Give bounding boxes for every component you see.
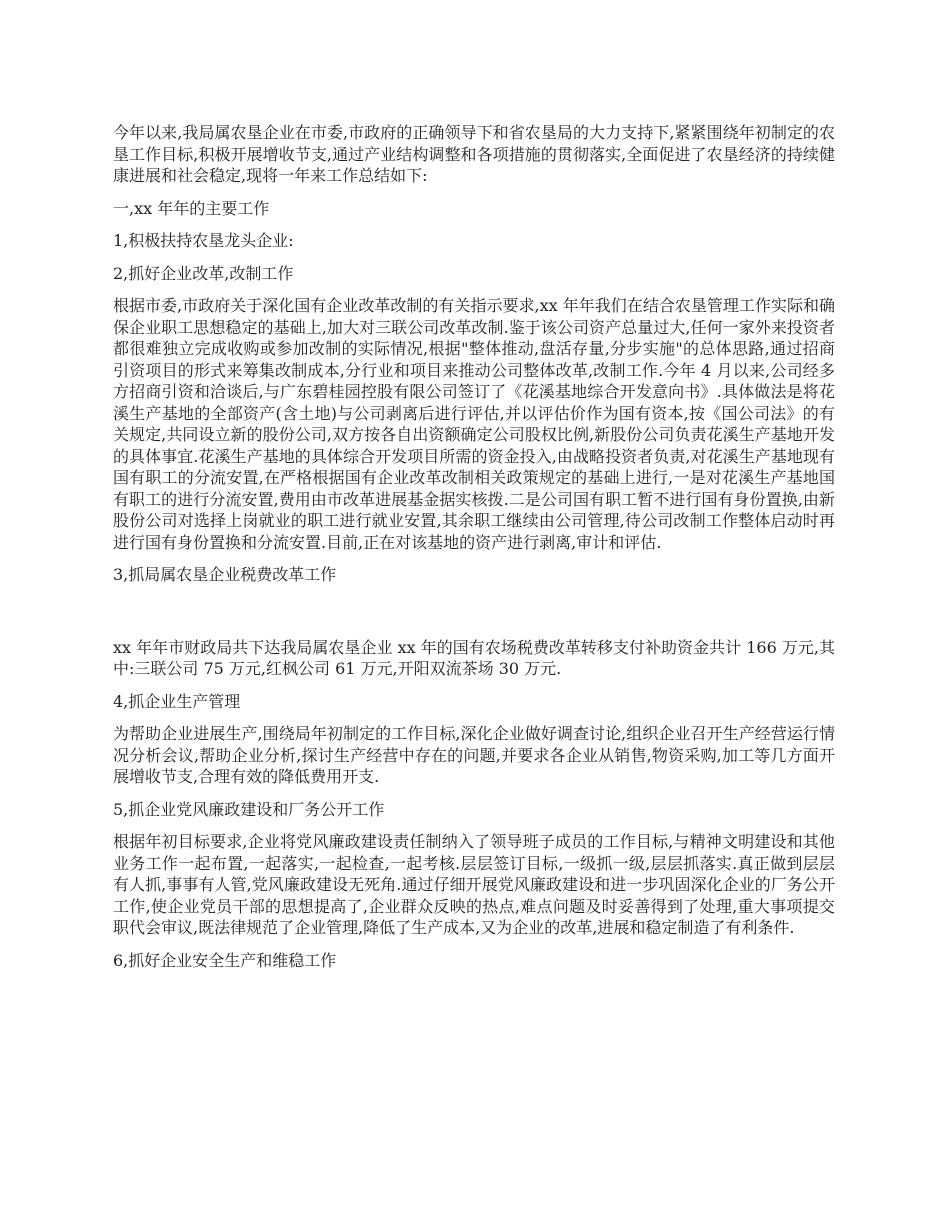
blank-gap: [113, 597, 835, 637]
item-heading-1: 1,积极扶持农垦龙头企业:: [113, 231, 294, 250]
document-page: [113, 122, 835, 982]
item-heading-6: 6,抓好企业安全生产和维稳工作: [113, 950, 337, 970]
item-heading-2: 2,抓好企业改革,改制工作: [113, 263, 294, 283]
section-heading-main-work: 一,xx 年年的主要工作: [113, 198, 270, 218]
item-body-2: 根据市委,市政府关于深化国有企业改革改制的有关指示要求,xx 年年我们在结合农垦管理工作实际和确保企业职工思想稳定的基础上,加大对三联公司改革改制.鉴于该公司资产总量过大,任何一家外来投资者都很难独立完成收购或参加改制的实际情况,根据"整体推动,盘活存量,分步实施"的总体思路,通过招商引资项目的形式来筹集改制成本,分行业和项目来推动公司整体改革,改制工作.今年 4 月以来,公司经多方招商引资和洽谈后,与广东碧桂园控股有限公司签订了《花溪基地综合开发意向书》.具体做法是将花溪生产基地的全部资产(含土地)与公司剥离后进行评估,并以评估价作为国有资本,按《国公司法》的有关规定,共同设立新的股份公司,双方按各自出资额确定公司股权比例,新股份公司负责花溪生产基地开发的具体事宜.花溪生产基地的具体综合开发项目所需的资金投入,由战略投资者负责,对花溪生产基地现有国有职工的分流安置,在严格根据国有企业改革改制相关政策规定的基础上进行,一是对花溪生产基地国有职工的进行分流安置,费用由市改革进展基金据实核拨.二是公司国有职工暂不进行国有身份置换,由新股份公司对选择上岗就业的职工进行就业安置,其余职工继续由公司管理,待公司改制工作整体启动时再进行国有身份置换和分流安置.目前,正在对该基地的资产进行剥离,审计和评估.: [113, 296, 835, 552]
item-body-3: xx 年年市财政局共下达我局属农垦企业 xx 年的国有农场税费改革转移支付补助资金共计 166 万元,其中:三联公司 75 万元,红枫公司 61 万元,开阳双流茶场 30 万元.: [113, 637, 835, 678]
item-body-5: 根据年初目标要求,企业将党风廉政建设责任制纳入了领导班子成员的工作目标,与精神文明建设和其他业务工作一起布置,一起落实,一起检查,一起考核.层层签订目标,一级抓一级,层层抓落实.真正做到层层有人抓,事事有人管,党风廉政建设无死角.通过仔细开展党风廉政建设和进一步巩固深化企业的厂务公开工作,使企业党员干部的思想提高了,企业群众反映的热点,难点问题及时妥善得到了处理,重大事项提交职代会审议,既法律规范了企业管理,降低了生产成本,又为企业的改革,进展和稳定制造了有利条件.: [113, 832, 835, 937]
item-heading-3: 3,抓局属农垦企业税费改革工作: [113, 565, 337, 584]
item-heading-5: 5,抓企业党风廉政建设和厂务公开工作: [113, 799, 385, 819]
item-heading-4: 4,抓企业生产管理: [113, 691, 241, 711]
item-body-4: 为帮助企业进展生产,围绕局年初制定的工作目标,深化企业做好调查讨论,组织企业召开生产经营运行情况分析会议,帮助企业分析,探讨生产经营中存在的问题,并要求各企业从销售,物资采购,加工等几方面开展增收节支,合理有效的降低费用开支.: [113, 724, 835, 786]
intro-paragraph: 今年以来,我局属农垦企业在市委,市政府的正确领导下和省农垦局的大力支持下,紧紧围绕年初制定的农垦工作目标,积极开展增收节支,通过产业结构调整和各项措施的贯彻落实,全面促进了农垦经济的持续健康进展和社会稳定,现将一年来工作总结如下:: [113, 123, 835, 185]
